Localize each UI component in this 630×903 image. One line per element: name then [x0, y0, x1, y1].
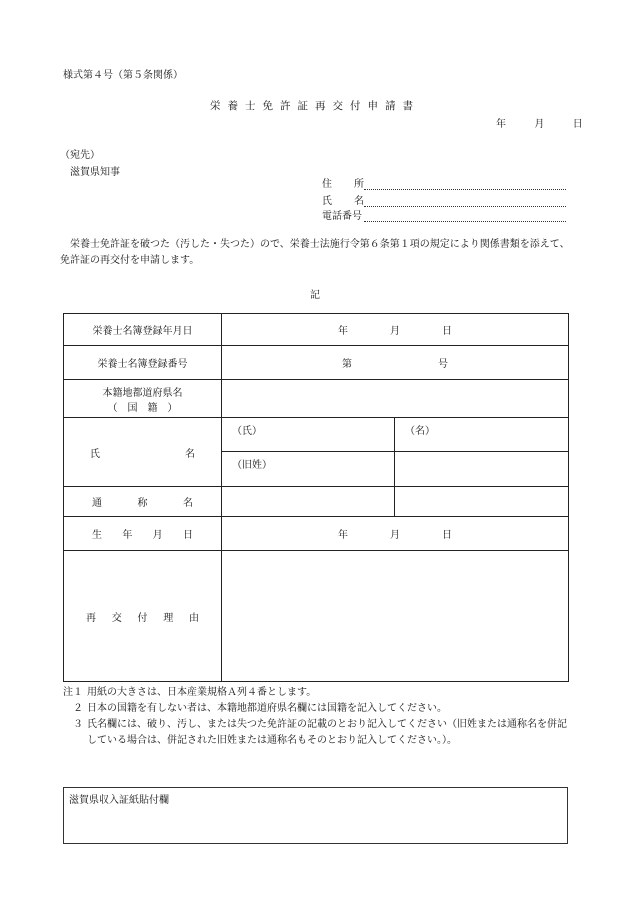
- application-table: [63, 313, 569, 682]
- notes: [63, 685, 573, 749]
- ki-heading: 記: [310, 290, 320, 301]
- address-line: [364, 179, 566, 190]
- note-3: 氏名欄には、破り、汚し、または失つた免許証の記載のとおり記入してください（旧姓または通称名を併記している場合は、併記された旧姓または通称名もそのとおり記入してください。）。: [87, 719, 567, 746]
- revenue-stamp-label: 滋賀県収入証紙貼付欄: [69, 795, 169, 806]
- reg-date-input[interactable]: 年 月 日: [222, 314, 569, 346]
- applicant-address-label: 住 所: [322, 179, 364, 190]
- table-row: [64, 380, 569, 418]
- table-row: [64, 487, 569, 517]
- applicant-phone-field[interactable]: [322, 208, 566, 222]
- page-title: 栄養士免許証再交付申請書: [210, 100, 420, 112]
- alias-input-1[interactable]: [222, 487, 395, 517]
- application-date: [496, 115, 583, 130]
- alias-input-2[interactable]: [395, 487, 569, 517]
- given-name-input[interactable]: （名）: [395, 418, 569, 452]
- name-label: 氏 名: [64, 418, 222, 487]
- name-line: [364, 196, 566, 207]
- reg-no-label: 栄養士名簿登録番号: [64, 346, 222, 380]
- note-2-num: ２: [73, 703, 83, 714]
- date-day: 日: [572, 119, 583, 130]
- reason-label: 再 交 付 理 由: [64, 551, 222, 682]
- reason-input[interactable]: [222, 551, 569, 682]
- table-row: [64, 551, 569, 682]
- domicile-label: 本籍地都道府県名 （ 国 籍 ）: [64, 380, 222, 418]
- date-month: 月: [534, 119, 545, 130]
- note-3-num: ３: [73, 719, 83, 730]
- former-name-extra[interactable]: [395, 452, 569, 487]
- note-2: 日本の国籍を有しない者は、本籍地都道府県名欄には国籍を記入してください。: [87, 703, 447, 714]
- applicant-name-label: 氏 名: [322, 196, 364, 207]
- domicile-input[interactable]: [222, 380, 569, 418]
- applicant-address-field[interactable]: [322, 176, 566, 190]
- date-year: 年: [496, 119, 506, 130]
- surname-input[interactable]: （氏）: [222, 418, 395, 452]
- revenue-stamp-box[interactable]: [63, 787, 568, 844]
- applicant-phone-label: 電話番号: [322, 211, 362, 222]
- table-row: [64, 314, 569, 346]
- addressee: 滋賀県知事: [70, 167, 120, 178]
- alias-label: 通 称 名: [64, 487, 222, 517]
- application-statement: 栄養士免許証を破つた（汚した・失つた）ので、栄養士法施行令第６条第１項の規定により関係書類を添えて、免許証の再交付を申請します。: [60, 239, 570, 266]
- birth-input[interactable]: 年 月 日: [222, 517, 569, 551]
- table-row: [64, 517, 569, 551]
- note-1: 用紙の大きさは、日本産業規格Ａ列４番とします。: [87, 687, 317, 698]
- table-row: [64, 418, 569, 452]
- addressee-label: （宛先）: [60, 150, 100, 161]
- table-row: [64, 346, 569, 380]
- form-number: 様式第４号（第５条関係）: [63, 70, 183, 81]
- applicant-name-field[interactable]: [322, 193, 566, 207]
- reg-date-label: 栄養士名簿登録年月日: [64, 314, 222, 346]
- birth-label: 生 年 月 日: [64, 517, 222, 551]
- former-surname-input[interactable]: （旧姓）: [222, 452, 395, 487]
- note-1-num: 注１: [63, 687, 83, 698]
- phone-line: [364, 211, 566, 222]
- reg-no-input[interactable]: 第 号: [222, 346, 569, 380]
